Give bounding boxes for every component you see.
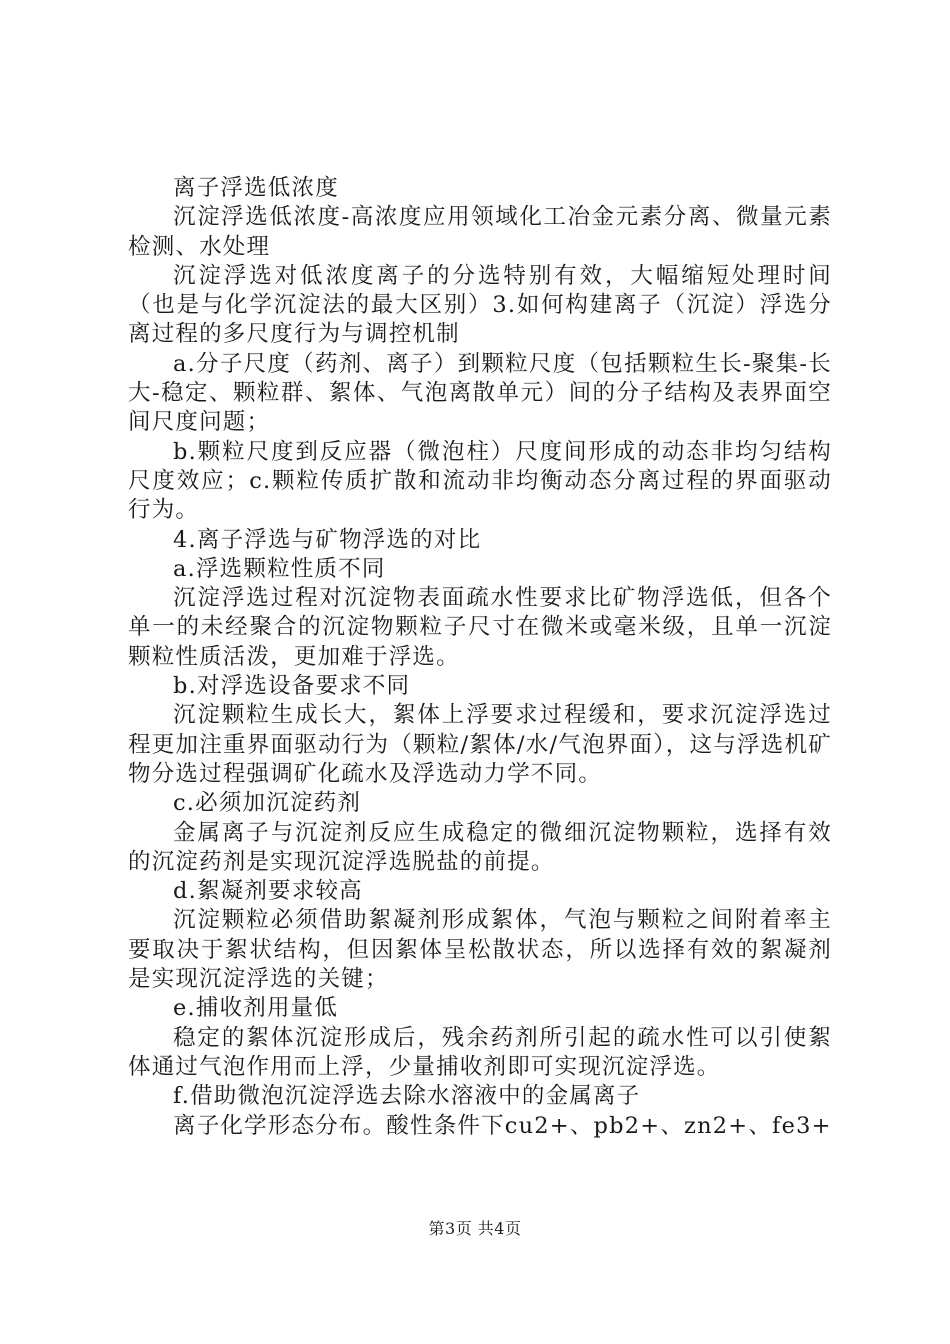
paragraph-6: 4.离子浮选与矿物浮选的对比 <box>173 526 482 553</box>
paragraph-7: a.浮选颗粒性质不同 <box>173 555 386 582</box>
paragraph-4: a.分子尺度（药剂、离子）到颗粒尺度（包括颗粒生长-聚集-长大-稳定、颗粒群、絮体、气泡离散单元）间的分子结构及表界面空间尺度问题； <box>128 350 832 436</box>
page-footer: 第3页 共4页 <box>428 1219 522 1238</box>
paragraph-3: 沉淀浮选对低浓度离子的分选特别有效，大幅缩短处理时间（也是与化学沉淀法的最大区别）3.如何构建离子（沉淀）浮选分离过程的多尺度行为与调控机制 <box>128 262 832 348</box>
paragraph-14: 沉淀颗粒必须借助絮凝剂形成絮体，气泡与颗粒之间附着率主要取决于絮状结构，但因絮体呈松散状态，所以选择有效的絮凝剂是实现沉淀浮选的关键； <box>128 907 832 993</box>
paragraph-9: b.对浮选设备要求不同 <box>173 673 411 700</box>
paragraph-11: c.必须加沉淀药剂 <box>173 790 362 817</box>
paragraph-1: 离子浮选低浓度 <box>173 175 339 201</box>
paragraph-10: 沉淀颗粒生成长大，絮体上浮要求过程缓和，要求沉淀浮选过程更加注重界面驱动行为（颗粒/絮体/水/气泡界面），这与浮选机矿物分选过程强调矿化疏水及浮选动力学不同。 <box>128 702 832 787</box>
paragraph-5: b.颗粒尺度到反应器（微泡柱）尺度间形成的动态非均匀结构尺度效应；c.颗粒传质扩散和流动非均衡动态分离过程的界面驱动行为。 <box>128 438 832 524</box>
document-body <box>128 174 832 1141</box>
paragraph-12: 金属离子与沉淀剂反应生成稳定的微细沉淀物颗粒，选择有效的沉淀药剂是实现沉淀浮选脱盐的前提。 <box>128 819 832 875</box>
paragraph-8: 沉淀浮选过程对沉淀物表面疏水性要求比矿物浮选低，但各个单一的未经聚合的沉淀物颗粒子尺寸在微米或毫米级，且单一沉淀颗粒性质活泼，更加难于浮选。 <box>128 585 832 670</box>
paragraph-15: e.捕收剂用量低 <box>173 995 339 1022</box>
paragraph-16: 稳定的絮体沉淀形成后，残余药剂所引起的疏水性可以引使絮体通过气泡作用而上浮，少量捕收剂即可实现沉淀浮选。 <box>128 1024 832 1080</box>
paragraph-18: 离子化学形态分布。酸性条件下cu2+、pb2+、zn2+、fe3+ <box>173 1112 832 1139</box>
paragraph-2: 沉淀浮选低浓度-高浓度应用领域化工冶金元素分离、微量元素检测、水处理 <box>128 204 832 260</box>
paragraph-17: f.借助微泡沉淀浮选去除水溶液中的金属离子 <box>173 1083 641 1110</box>
paragraph-13: d.絮凝剂要求较高 <box>173 878 363 905</box>
